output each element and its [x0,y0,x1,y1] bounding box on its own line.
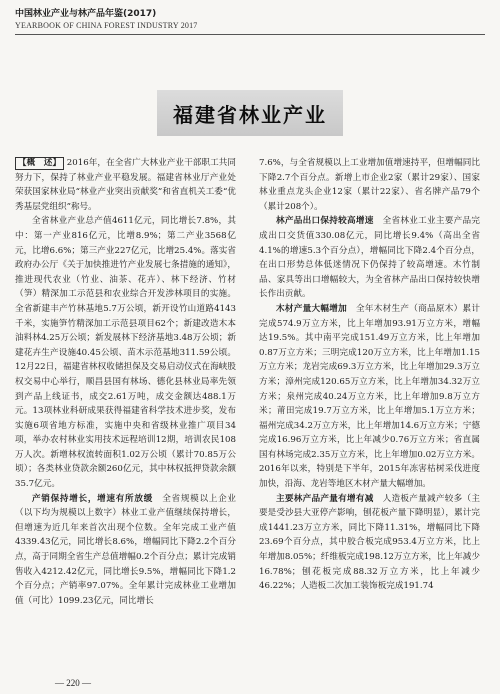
yearbook-title-en: YEARBOOK OF CHINA FOREST INDUSTRY 2017 [15,21,198,30]
timber-text: 全年木材生产（商品原木）累计完成574.9万立方米，比上年增加93.91万立方米，增幅达19.5%。其中南平完成151.49万立方米，比上年增加0.87万立方米；三明完成120万立方米，比上年增加1.15万立方米；龙岩完成69.3万立方米，比上年增加29.3万立方米；漳州完成120.65万立方米，比上年增加34.32万立方米；泉州完成40.24万立方米，比上年增加9.8万立方米；莆田完成19.7万立方米，比上年增加5.1万立方米；福州完成34.2万立方米，比上年增加14.6万立方米；宁德完成16.96万立方米，比上年减少0.76万立方米；省直属国有林场完成2.35万立方米，比上年增加0.02万立方米。2016年以来，特别是下半年，2015年冻害枯树采伐进度加快，沿海、龙岩等地区木材产量大幅增加。 [259,303,480,490]
overview-paragraph [15,156,236,214]
overview-tag: 【概 述】 [15,157,64,170]
running-header [15,8,485,35]
sales-text: 全省规模以上企业（以下均为规模以上数字）林业工业产值继续保持增长，但增速为近几年来首次出现个位数。全年完成工业产值4339.43亿元，同比增长8.6%，增幅同比下降2.2个百分点，高于同期全省生产总值增幅0.2个百分点；累计完成销售收入4212.42亿元，同比增长9.5%，增幅同比下降1.2个百分点；产销率97.07%。全年累计完成林业工业增加值（可比）1099.23亿元，同比增长 [15,493,236,606]
left-column [15,156,236,608]
output-paragraph: 全省林业产业总产值4611亿元，同比增长7.8%，其中：第一产业816亿元，比增8.9%；第二产业3568亿元，比增6.6%；第三产业227亿元，比增25.4%。落实省政府办公厅《关于加快推进竹产业发展七条措施的通知》，推进现代农业（竹业、油茶、花卉）、林下经济、竹材（笋）精深加工示范县和农业综合开发涉林项目的实施。全省新建丰产竹林基地5.7万公顷，新开设竹山道路4143千米，实施笋竹精深加工示范县项目62个；新建改造木本油料林4.25万公顷；新发展林下经济基地3.48万公顷；新建花卉生产设施40.45公顷、苗木示范基地311.59公顷。12月22日，福建省林权收储担保及交易启动仪式在海峡股权交易中心举行，顺昌县国有林场、德化县林业局率先领到产品上线证书，成交2.61万吨，成交金额达488.1万元。13项林业科研成果获得福建省科学技术进步奖，发布实施6项省地方标准，实施中央和省级林业推广项目34项，举办农村林业实用技术远程培训12期，培训农民108万人次。新增林权流转面积1.02万公顷（累计70.85万公顷）；各类林业贷款余额260亿元，其中林权抵押贷款余额35.7亿元。 [15,216,236,490]
products-paragraph [259,492,480,594]
page-number: — 220 — [55,678,91,688]
sales-paragraph [15,492,236,609]
export-heading: 林产品出口保持较高增速 [276,216,374,227]
header-rule [15,34,485,35]
export-paragraph [259,214,480,302]
products-heading: 主要林产品产量有增有减 [276,493,374,504]
export-text: 全省林业工业主要产品完成出口交货值330.08亿元，同比增长9.4%（高出全省4.1%的增速5.3个百分点），增幅同比下降2.4个百分点，在出口形势总体低迷情况下仍保持了较高增速。木竹制品、家具等出口增幅较大，为全省林产品出口保持较快增长作出贡献。 [259,216,480,300]
yearbook-title-cn: 中国林业产业与林产品年鉴(2017) [15,9,157,19]
section-title: 福建省林业产业 [173,102,327,127]
timber-heading: 木材产量大幅增加 [276,303,348,314]
sales-heading: 产销保持增长，增速有所放缓 [32,493,153,504]
continued-paragraph: 7.6%，与全省规模以上工业增加值增速持平，但增幅同比下降2.7个百分点。新增上市企业2家（累计29家）、国家林业重点龙头企业12家（累计22家）、省名牌产品79个（累计208个）。 [259,158,480,212]
section-title-banner [157,90,343,136]
right-column [259,156,480,594]
products-text: 人造板产量减产较多（主要是受沙县大亚停产影响，刨花板产量下降明显），累计完成1441.23万立方米，同比下降11.31%，增幅同比下降23.69个百分点，其中胶合板完成953.4万立方米，比上年增加8.05%；纤维板完成198.12万立方米，比上年减少16.78%；刨花板完成88.32万立方米，比上年减少46.22%；人造板二次加工装饰板完成191.74 [259,493,480,592]
timber-paragraph [259,302,480,492]
overview-text: 2016年，在全省广大林业产业干部职工共同努力下，保持了林业产业平稳发展。福建省林业厅产业处荣获国家林业局“林业产业突出贡献奖”和省直机关工委“优秀基层党组织”称号。 [15,158,237,212]
